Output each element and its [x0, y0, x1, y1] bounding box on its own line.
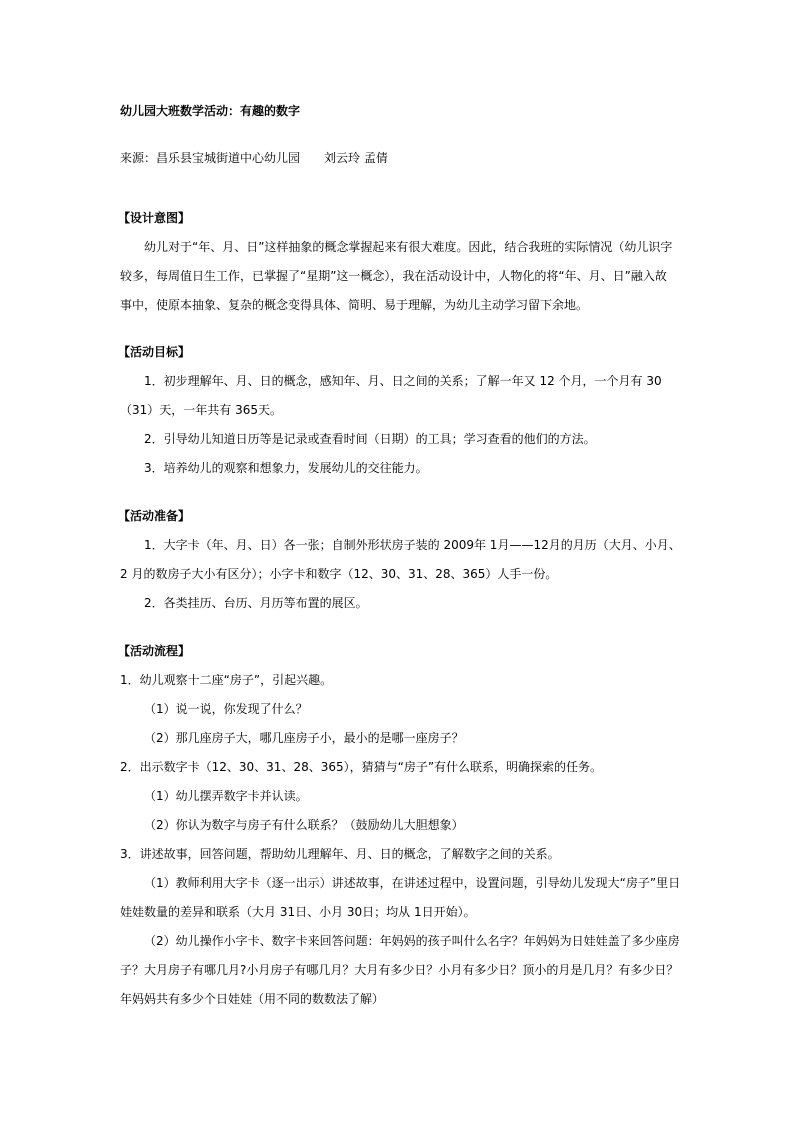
- flow-line-6: （2）你认为数字与房子有什么联系？（鼓励幼儿大胆想象）: [144, 818, 464, 832]
- flow-line-12: 年妈妈共有多少个日娃娃（用不同的数数法了解）: [120, 992, 385, 1006]
- design-line-1: 幼儿对于“年、月、日”这样抽象的概念掌握起来有很大难度。因此，结合我班的实际情况（幼儿识字: [144, 240, 673, 254]
- prep-line-1: 1．大字卡（年、月、日）各一张；自制外形状房子装的 2009年 1月——12月的月历（大月、小月、: [144, 538, 681, 552]
- flow-line-10: （2）幼儿操作小字卡、数字卡来回答问题：年妈妈的孩子叫什么名字？年妈妈为日娃娃盖了多少座房: [144, 934, 680, 948]
- prep-line-2: 2 月的数房子大小有区分）；小字卡和数字（12、30、31、28、365）人手一份。: [120, 567, 558, 581]
- flow-line-7: 3．讲述故事，回答问题，帮助幼儿理解年、月、日的概念，了解数字之间的关系。: [120, 847, 560, 861]
- flow-line-9: 娃娃数量的差异和联系（大月 31日、小月 30日；均从 1日开始）。: [120, 905, 476, 919]
- goal-line-3: 2．引导幼儿知道日历等是记录或查看时间（日期）的工具；学习查看的他们的方法。: [144, 432, 596, 446]
- section-heading-goals: 【活动目标】: [118, 345, 191, 359]
- goal-line-4: 3．培养幼儿的观察和想象力，发展幼儿的交往能力。: [144, 461, 428, 475]
- prep-line-3: 2．各类挂历、台历、月历等布置的展区。: [144, 596, 368, 610]
- document-title: 幼儿园大班数学活动：有趣的数字: [120, 104, 301, 118]
- flow-line-4: 2．出示数字卡（12、30、31、28、365），猜猜与“房子”有什么联系，明确探索的任务。: [120, 760, 603, 774]
- flow-line-3: （2）那几座房子大，哪几座房子小，最小的是哪一座房子？: [144, 731, 464, 745]
- flow-line-5: （1）幼儿摆弄数字卡并认读。: [144, 789, 308, 803]
- design-line-3: 事中，使原本抽象、复杂的概念变得具体、简明、易于理解，为幼儿主动学习留下余地。: [120, 298, 589, 312]
- goal-line-2: （31）天，一年共有 365天。: [120, 403, 282, 417]
- goal-line-1: 1．初步理解年、月、日的概念，感知年、月、日之间的关系；了解一年又 12 个月，一个月有 30: [144, 374, 662, 388]
- design-line-2: 较多，每周值日生工作，已掌握了“星期”这一概念），我在活动设计中，人物化的将“年、月、日”融入故: [120, 269, 667, 283]
- flow-line-1: 1．幼儿观察十二座“房子”，引起兴趣。: [120, 673, 333, 687]
- flow-line-11: 子？大月房子有哪几月?小月房子有哪几月？大月有多少日？小月有多少日？顶小的月是几月？有多少日？: [120, 963, 679, 977]
- flow-line-2: （1）说一说，你发现了什么？: [144, 702, 308, 716]
- section-heading-prep: 【活动准备】: [118, 509, 191, 523]
- source-line: 来源：昌乐县宝城街道中心幼儿园 刘云玲 孟倩: [120, 151, 388, 165]
- section-heading-flow: 【活动流程】: [118, 644, 191, 658]
- flow-line-8: （1）教师利用大字卡（逐一出示）讲述故事，在讲述过程中，设置问题，引导幼儿发现大“房子”里日: [144, 876, 681, 890]
- section-heading-design: 【设计意图】: [118, 211, 191, 225]
